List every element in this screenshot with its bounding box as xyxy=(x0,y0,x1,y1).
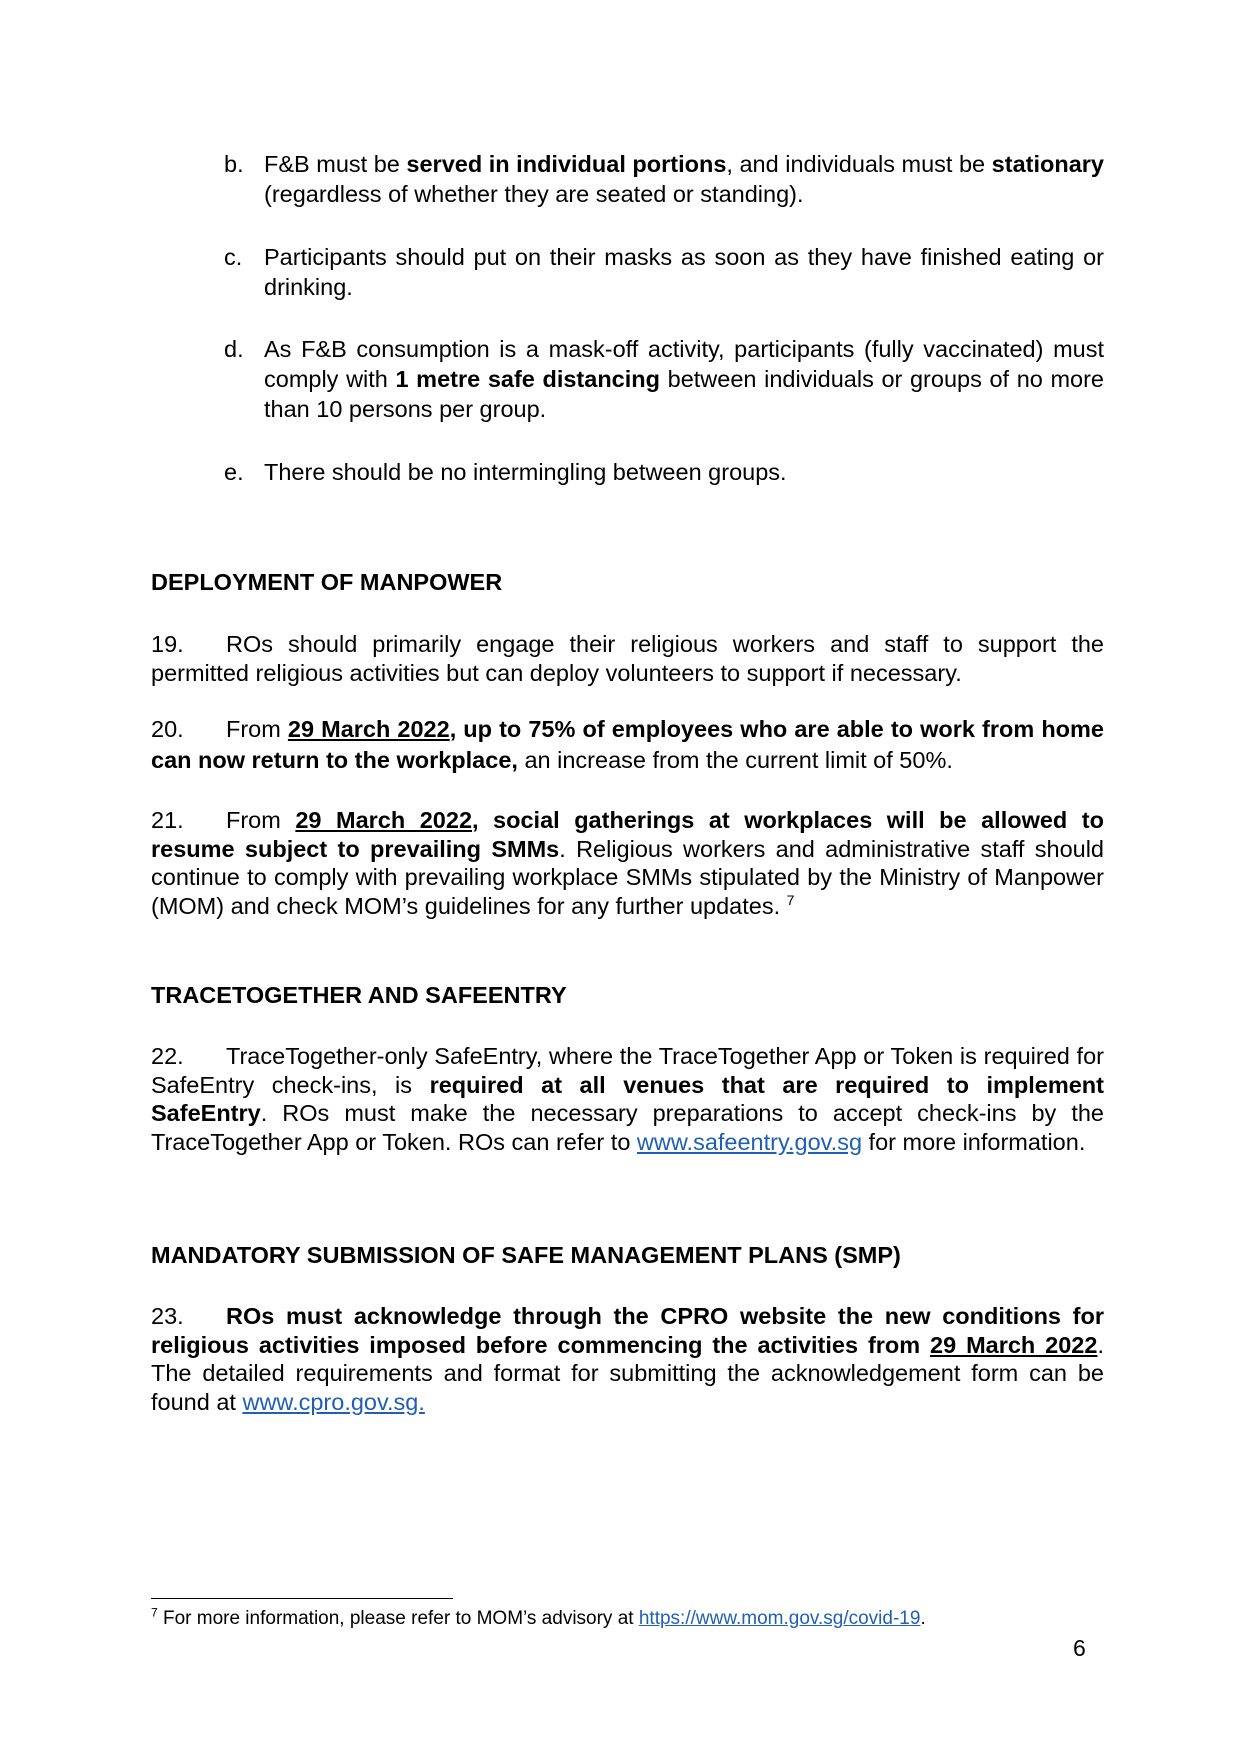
paragraph-number: 19. xyxy=(151,631,184,657)
section-heading-manpower: DEPLOYMENT OF MANPOWER xyxy=(151,569,503,595)
paragraph-20: 20. From 29 March 2022, up to 75% of employees who are able to work from home can now return to the workplace, an increase from the current limit of 50%. xyxy=(151,716,1104,773)
list-item-d xyxy=(224,334,1104,424)
section-heading-smp: MANDATORY SUBMISSION OF SAFE MANAGEMENT PLANS (SMP) xyxy=(151,1242,901,1268)
page-number: 6 xyxy=(1073,1635,1086,1661)
list-marker: b. xyxy=(224,151,244,177)
list-marker: d. xyxy=(224,336,244,362)
list-item-text: There should be no intermingling between groups. xyxy=(264,459,787,485)
date-highlight: 29 March 2022 xyxy=(930,1331,1098,1358)
list-item-b xyxy=(224,149,1104,209)
list-item-text: As F&B consumption is a mask-off activity, participants (fully vaccinated) must comply with 1 metre safe distancing between individuals or groups of no more than 10 persons per group. xyxy=(264,336,1104,422)
paragraph-19: 19. ROs should primarily engage their religious workers and staff to support the permitted religious activities but can deploy volunteers to support if necessary. xyxy=(151,631,1104,686)
list-item-c xyxy=(224,242,1104,302)
paragraph-number: 23. xyxy=(151,1303,184,1329)
footnote-reference[interactable]: 7 xyxy=(786,891,795,908)
paragraph-23: 23. ROs must acknowledge through the CPRO website the new conditions for religious activities imposed before commencing the activities from 29 March 2022. The detailed requirements and format for submitting the acknowledgement form can be found at www.cpro.gov.sg. xyxy=(151,1303,1104,1415)
list-item-e xyxy=(224,457,1104,487)
paragraph-number: 22. xyxy=(151,1043,184,1069)
paragraph-21: 21. From 29 March 2022, social gatherings at workplaces will be allowed to resume subject to prevailing SMMs. Religious workers and administrative staff should continue to comply with prevailing workplace SMMs stipulated by the Ministry of Manpower (MOM) and check MOM’s guidelines for any further updates. $^7$ xyxy=(151,807,1104,919)
mom-advisory-link[interactable]: https://www.mom.gov.sg/covid-19 xyxy=(638,1608,921,1629)
cpro-link[interactable]: www.cpro.gov.sg. xyxy=(242,1388,425,1415)
list-item-text: F&B must be served in individual portions, and individuals must be stationary (regardless of whether they are seated or standing). xyxy=(264,151,1104,207)
date-highlight: 29 March 2022 xyxy=(287,716,450,742)
footnote-separator xyxy=(151,1598,453,1599)
date-highlight: 29 March 2022 xyxy=(295,807,473,833)
paragraph-number: 21. xyxy=(151,807,184,833)
paragraph-number: 20. xyxy=(151,716,184,742)
safeentry-link[interactable]: www.safeentry.gov.sg xyxy=(636,1128,863,1155)
section-heading-tracetogether: TRACETOGETHER AND SAFEENTRY xyxy=(151,982,567,1008)
paragraph-22: 22. TraceTogether-only SafeEntry, where the TraceTogether App or Token is required for SafeEntry check-ins, is required at all venues that are required to implement SafeEntry. ROs must make the necessary preparations to accept check-ins by the TraceTogether App or Token. ROs can refer to www.safeentry.gov.sg for more information. xyxy=(151,1043,1104,1155)
list-marker: c. xyxy=(224,244,243,270)
footnote: $^7$ For more information, please refer to MOM’s advisory at https://www.mom.gov.sg/covid-19. xyxy=(151,1605,926,1629)
list-marker: e. xyxy=(224,459,244,485)
list-item-text: Participants should put on their masks as soon as they have finished eating or drinking. xyxy=(264,244,1104,300)
footnote-number: 7 xyxy=(151,1605,158,1620)
